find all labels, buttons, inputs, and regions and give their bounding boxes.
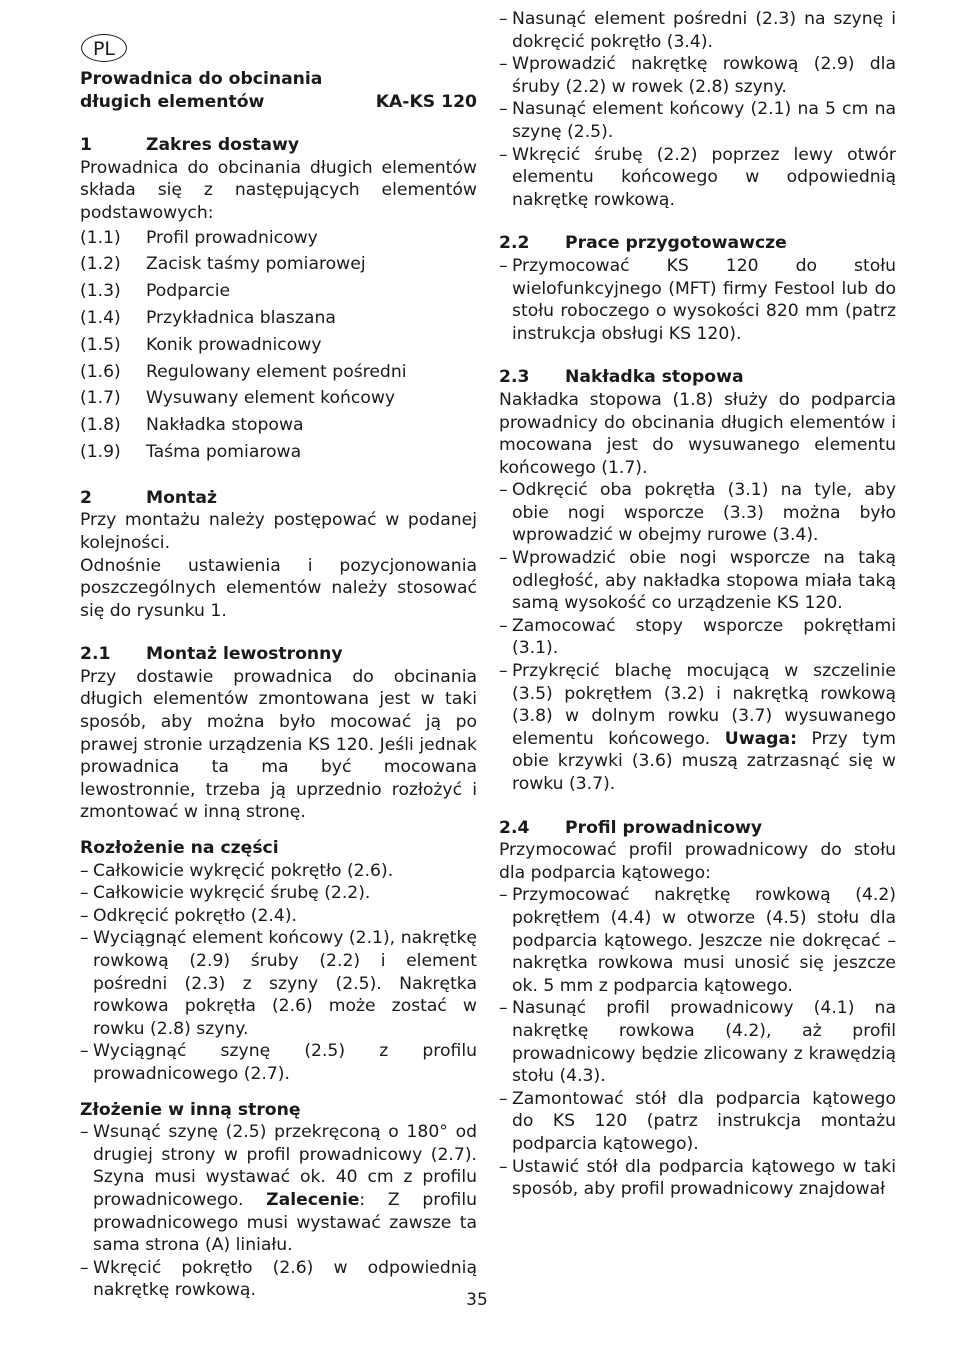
section-heading-2-2: 2.2 Prace przygotowawcze xyxy=(499,233,787,254)
list-item: – Zamocować stopy wsporcze pokrętłami (3.1). xyxy=(499,615,896,659)
paragraph: Przy dostawie prowadnica do obcinania długich elementów zmontowana jest w taki sposób, aby można było mocować ją po prawej stronie urządzenia KS 120. Jeśli jednak prowadnica ta ma być mocowana lewostronnie, trzeba ją uprzednio rozłożyć i zmontować w inną stronę. xyxy=(80,666,477,823)
list-item: – Nasunąć profil prowadnicowy (4.1) na nakrętkę rowkowa (4.2), aż profil prowadnicowy będzie zlicowany z krawędzią stołu (4.3). xyxy=(499,998,896,1087)
model-number: KA-KS 120 xyxy=(375,91,477,112)
left-column xyxy=(80,68,477,1302)
subheading-reassembly: Złożenie w inną stronę xyxy=(80,1099,301,1120)
paragraph: Przy montażu należy postępować w podanej kolejności. xyxy=(80,510,477,553)
list-item: – Odkręcić pokrętło (2.4). xyxy=(80,905,298,926)
list-item: – Zamontować stół dla podparcia kątowego do KS 120 (patrz instrukcja montażu podparcia kątowego). xyxy=(499,1088,896,1154)
list-item: (1.8) Nakładka stopowa xyxy=(80,415,304,436)
paragraph: Nakładka stopowa (1.8) służy do podparcia prowadnicy do obcinania długich elementów i mocowana jest do wysuwanego elementu końcowego (1.7). xyxy=(499,389,896,478)
section-heading-2: 2 Montaż xyxy=(80,487,217,508)
section-1-intro: Prowadnica do obcinania długich elementów składa się z następujących elementów podstawowych: xyxy=(80,157,477,223)
list-item: (1.3) Podparcie xyxy=(80,281,231,302)
list-item: – Przymocować nakrętkę rowkową (4.2) pokrętłem (4.4) w otworze (4.5) stołu dla podparcia kątowego. Jeszcze nie dokręcać – nakrętka rowkowa musi unosić się jeszcze ok. 5 mm z podparcia kątowego. xyxy=(499,885,896,996)
recommendation-keyword: Zalecenie xyxy=(266,1189,360,1210)
list-item: – Ustawić stół dla podparcia kątowego w taki sposób, aby profil prowadnicowy znajdował xyxy=(499,1156,896,1200)
list-item: (1.4) Przykładnica blaszana xyxy=(80,307,336,328)
list-item: – Wkręcić pokrętło (2.6) w odpowiednią nakrętkę rowkową. xyxy=(80,1257,477,1301)
list-item: (1.6) Regulowany element pośredni xyxy=(80,361,407,382)
section-heading-1: 1 Zakres dostawy xyxy=(80,135,300,156)
list-item: – Wyciągnąć element końcowy (2.1), nakrętkę rowkową (2.9) śruby (2.2) i element pośredni (2.3) z szyny (2.5). Nakrętka rowkowa pokrętła (2.6) może zostać w rowku (2.8) szyny. xyxy=(80,928,477,1039)
warning-keyword: Uwaga: xyxy=(724,728,797,749)
list-item: – Nasunąć element pośredni (2.3) na szynę i dokręcić pokrętło (3.4). xyxy=(499,9,896,52)
section-heading-2-4: 2.4 Profil prowadnicowy xyxy=(499,817,763,838)
list-item: (1.1) Profil prowadnicowy xyxy=(80,227,318,248)
list-item: – Przymocować KS 120 do stołu wielofunkcyjnego (MFT) firmy Festool lub do stołu roboczego o wysokości 820 mm (patrz instrukcja obsługi KS 120). xyxy=(499,255,896,344)
section-heading-2-1: 2.1 Montaż lewostronny xyxy=(80,644,343,665)
list-item: – Całkowicie wykręcić śrubę (2.2). xyxy=(80,883,371,904)
parts-list xyxy=(80,225,477,466)
right-column xyxy=(499,9,896,1201)
list-item: (1.2) Zacisk taśmy pomiarowej xyxy=(80,254,366,275)
list-item: – Wsunąć szynę (2.5) przekręconą o 180° od drugiej strony w profil prowadnicowy (2.7). Szyna musi wystawać ok. 40 cm z profilu prowadnicowego. Zalecenie: Z profilu prowadnicowego musi wystawać zawsze ta sama strona (A) liniału. xyxy=(80,1122,477,1256)
list-item: (1.7) Wysuwany element końcowy xyxy=(80,388,396,409)
list-item: – Wprowadzić nakrętkę rowkową (2.9) dla śruby (2.2) w rowek (2.8) szyny. xyxy=(499,54,896,97)
list-item: – Odkręcić oba pokrętła (3.1) na tyle, aby obie nogi wsporcze (3.3) można było wprowadzić w obejmy rurowe (3.4). xyxy=(499,480,896,546)
paragraph: Przymocować profil prowadnicowy do stołu dla podparcia kątowego: xyxy=(499,840,896,883)
list-item: (1.9) Taśma pomiarowa xyxy=(80,441,302,462)
page-number: 35 xyxy=(466,1290,488,1310)
document-title: Prowadnica do obcinania długich elementów KA-KS 120 xyxy=(80,69,477,112)
list-item: – Wyciągnąć szynę (2.5) z profilu prowadnicowego (2.7). xyxy=(80,1041,477,1084)
list-item: – Wprowadzić obie nogi wsporcze na taką odległość, aby nakładka stopowa miała taką samą wysokość co urządzenie KS 120. xyxy=(499,548,896,614)
paragraph: Odnośnie ustawienia i pozycjonowania poszczególnych elementów należy stosować się do rysunku 1. xyxy=(80,555,477,621)
subheading-disassembly: Rozłożenie na części xyxy=(80,838,279,859)
list-item: – Nasunąć element końcowy (2.1) na 5 cm na szynę (2.5). xyxy=(499,99,896,142)
language-badge: PL xyxy=(81,34,127,62)
list-item: – Wkręcić śrubę (2.2) poprzez lewy otwór elementu końcowego w odpowiednią nakrętkę rowkową. xyxy=(499,144,896,210)
list-item: – Przykręcić blachę mocującą w szczelinie (3.5) pokrętłem (3.2) i nakrętką rowkową (3.8) w dolnym rowku (3.7) wysuwanego elementu końcowego. Uwaga: Przy tym obie krzywki (3.6) muszą zatrzasnąć się w rowku (3.7). xyxy=(499,661,896,794)
list-item: – Całkowicie wykręcić pokrętło (2.6). xyxy=(80,860,394,881)
list-item: (1.5) Konik prowadnicowy xyxy=(80,334,322,355)
section-heading-2-3: 2.3 Nakładka stopowa xyxy=(499,367,744,388)
